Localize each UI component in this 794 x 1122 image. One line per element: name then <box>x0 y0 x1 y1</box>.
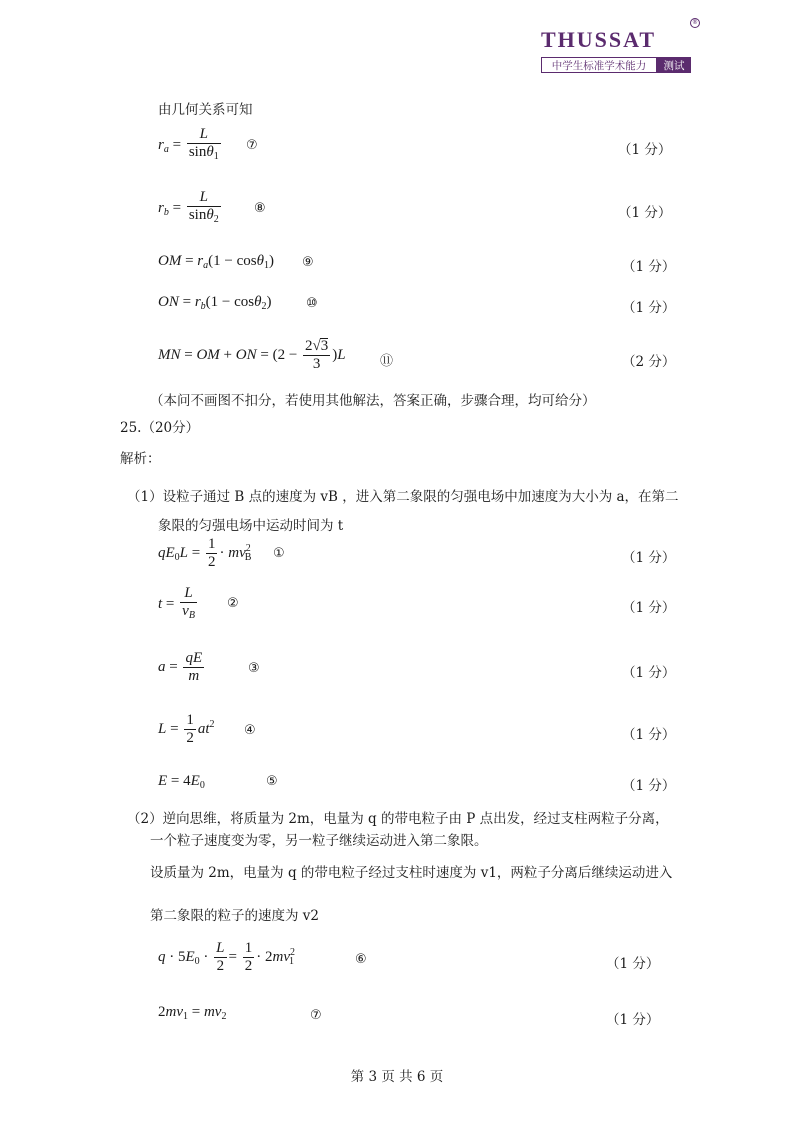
tagline-text: 中学生标准学术能力 <box>541 57 657 73</box>
eq-label-6: ⑥ <box>355 952 367 967</box>
eq-label-7: ⑦ <box>246 138 258 153</box>
score-5: （1 分） <box>622 778 676 794</box>
analysis-heading: 解析： <box>120 451 161 467</box>
part1-line2: 象限的匀强电场中运动时间为 t <box>158 518 344 534</box>
equation-3: a = $\frac{qE}{m}$ <box>158 650 203 684</box>
score-8: （1 分） <box>618 205 672 221</box>
part2-line3: 设质量为 2m，电量为 q 的带电粒子经过支柱时速度为 v1，两粒子分离后继续运动进入 <box>150 865 673 881</box>
registered-mark: ® <box>692 19 698 26</box>
eq-label-7b: ⑦ <box>310 1008 322 1023</box>
eq-label-1: ① <box>273 546 285 561</box>
eq-label-3: ③ <box>248 661 260 676</box>
thussat-logo: THUSSAT <box>541 27 657 52</box>
part2-line4: 第二象限的粒子的速度为 v2 <box>150 908 320 924</box>
score-4: （1 分） <box>622 727 676 743</box>
question-25-title: 25.（20分） <box>120 420 200 436</box>
part1-line1: （1）设粒子通过 B 点的速度为 vB ，进入第二象限的匀强电场中加速度为大小为 a，在第二 <box>127 489 679 505</box>
equation-5: $E = 4E_0$ <box>158 773 205 791</box>
equation-7-momentum: $2mv_1 = mv_2$ <box>158 1004 227 1022</box>
score-7: （1 分） <box>618 142 672 158</box>
equation-om: OM = $r_a(1 - \cos\theta_1)$ <box>158 253 274 271</box>
part2-line1: （2）逆向思维，将质量为 2m，电量为 q 的带电粒子由 P 点出发，经过支柱两粒子分离， <box>127 811 669 827</box>
eq-label-10: ⑩ <box>306 296 318 311</box>
geometry-intro: 由几何关系可知 <box>158 102 253 118</box>
score-7b: （1 分） <box>606 1012 660 1028</box>
equation-mn: MN = OM + ON = (2 − $\frac{2√3}{3}$ )L <box>158 338 346 372</box>
logo-tagline <box>541 57 691 73</box>
eq-label-8: ⑧ <box>254 201 266 216</box>
tagline-tag: 测试 <box>657 57 691 73</box>
eq-label-4: ④ <box>244 723 256 738</box>
eq-label-9: ⑨ <box>302 255 314 270</box>
equation-1: $qE_0L$ = $\frac{1}{2}$ · $mv^2_B$ <box>158 536 252 570</box>
eq-label-5: ⑤ <box>266 774 278 789</box>
part2-line2: 一个粒子速度变为零，另一粒子继续运动进入第二象限。 <box>150 833 488 849</box>
score-2: （1 分） <box>622 600 676 616</box>
score-1: （1 分） <box>622 550 676 566</box>
equation-4: L = $\frac{1}{2}$ $at^2$ <box>158 712 215 746</box>
page-footer: 第 3 页 共 6 页 <box>350 1069 444 1085</box>
equation-on: ON = $r_b(1 - \cos\theta_2)$ <box>158 294 272 312</box>
equation-6: $q \cdot 5E_0$ · $\frac{L}{2}$ = $\frac{1}{2}$ · $2mv^2_1$ <box>158 940 295 974</box>
score-9: （1 分） <box>622 259 676 275</box>
eq-label-2: ② <box>227 596 239 611</box>
eq-label-11: ⑪ <box>380 354 394 369</box>
scoring-note: （本问不画图不扣分，若使用其他解法，答案正确，步骤合理，均可给分） <box>150 393 596 409</box>
equation-ra: $r_a$ = $\frac{L}{\sin\theta_1}$ <box>158 126 219 162</box>
equation-2: t = $\frac{L}{v_B}$ <box>158 585 195 621</box>
score-10: （1 分） <box>622 300 676 316</box>
score-11: （2 分） <box>622 354 676 370</box>
score-3: （1 分） <box>622 665 676 681</box>
score-6: （1 分） <box>606 956 660 972</box>
equation-rb: $r_b$ = $\frac{L}{\sin\theta_2}$ <box>158 189 219 225</box>
